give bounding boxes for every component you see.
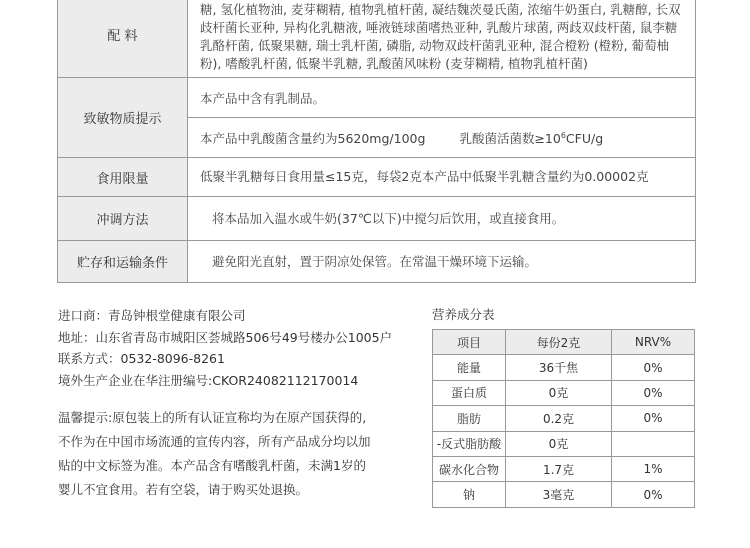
- nutrient-amount: 0克: [506, 380, 612, 405]
- nutrient-nrv: [612, 431, 695, 456]
- allergen-value: [188, 78, 696, 158]
- warning-notice: [58, 406, 418, 502]
- nutrient-nrv: 0%: [612, 482, 695, 507]
- preparation-label: 冲调方法: [58, 197, 188, 241]
- storage-value: 避免阳光直射，置于阴凉处保管。在常温干燥环境下运输。: [188, 241, 696, 283]
- product-spec-table: [57, 0, 696, 283]
- nutrient-name: 碳水化合物: [433, 456, 506, 481]
- ingredients-value: [188, 0, 696, 78]
- dosage-label: 食用限量: [58, 158, 188, 197]
- nutrition-header: 每份2克: [506, 330, 612, 355]
- allergen-label: 致敏物质提示: [58, 78, 188, 158]
- ingredients-label: 配 料: [58, 0, 188, 78]
- nutrient-name: 蛋白质: [433, 380, 506, 405]
- ingredients-line: 糖, 氢化植物油, 麦芽糊精, 植物乳植杆菌, 凝结魏茨曼氏菌, 浓缩牛奶蛋白, 乳糖醇, 长双: [200, 2, 681, 17]
- live-bacteria-count: 乳酸菌活菌数$\ge 10^6CFU/g$: [459, 130, 604, 146]
- table-row: [433, 406, 695, 431]
- nutrient-amount: 3毫克: [506, 482, 612, 507]
- nutrition-header: NRV%: [612, 330, 695, 355]
- table-row: [433, 456, 695, 481]
- allergen-note: 本产品中含有乳制品。: [200, 90, 326, 106]
- registration-number: 境外生产企业在华注册编号:CKOR24082112170014: [58, 372, 359, 388]
- lactobacillus-amount: 本产品中乳酸菌含量约为5620mg/100g: [200, 130, 426, 146]
- importer-phone: 联系方式：0532-8096-8261: [58, 351, 225, 366]
- importer-address: 地址：山东省青岛市城阳区荟城路506号49号楼办公1005户: [58, 329, 393, 345]
- nutrition-header: 项目: [433, 330, 506, 355]
- preparation-row: [58, 197, 696, 241]
- table-row: [433, 482, 695, 507]
- storage-row: [58, 241, 696, 283]
- nutrition-title: 营养成分表: [432, 307, 495, 322]
- nutrient-name: 能量: [433, 355, 506, 380]
- lactobacillus-content: [188, 117, 695, 157]
- allergen-row: [58, 78, 696, 158]
- dosage-value: 低聚半乳糖每日食用量≤15克，每袋2克本产品中低聚半乳糖含量约为0.00002克: [188, 158, 696, 197]
- storage-label: 贮存和运输条件: [58, 241, 188, 283]
- warning-line: 温馨提示:原包装上的所有认证宣称均为在原产国获得的,: [58, 410, 367, 425]
- preparation-value: 将本品加入温水或牛奶(37℃以下)中搅匀后饮用，或直接食用。: [188, 197, 696, 241]
- importer-info: [58, 305, 418, 391]
- warning-line: 婴儿不宜食用。若有空袋，请于购买处退换。: [58, 482, 309, 497]
- warning-line: 贴的中文标签为准。本产品含有嗜酸乳杆菌，未满1岁的: [58, 458, 366, 473]
- ingredients-row: [58, 0, 696, 78]
- nutrition-table: [432, 329, 695, 508]
- nutrition-header-row: [433, 330, 695, 355]
- ingredients-line: 歧杆菌长亚种, 异构化乳糖液, 唾液链球菌嗜热亚种, 乳酸片球菌, 两歧双歧杆菌, 鼠李糖: [200, 20, 678, 35]
- nutrient-nrv: 0%: [612, 380, 695, 405]
- nutrient-amount: 0克: [506, 431, 612, 456]
- nutrient-name: 脂肪: [433, 406, 506, 431]
- nutrient-name: -反式脂肪酸: [433, 431, 506, 456]
- ingredients-line: 粉), 嗜酸乳杆菌, 低聚半乳糖, 乳酸菌风味粉 (麦芽糊精, 植物乳植杆菌): [200, 56, 588, 71]
- nutrient-amount: 1.7克: [506, 456, 612, 481]
- dosage-row: [58, 158, 696, 197]
- nutrient-nrv: 0%: [612, 355, 695, 380]
- ingredients-line: 乳酪杆菌, 低聚果糖, 瑞士乳杆菌, 磷脂, 动物双歧杆菌乳亚种, 混合橙粉 (橙粉, 葡萄柚: [200, 38, 670, 53]
- nutrient-name: 钠: [433, 482, 506, 507]
- warning-line: 不作为在中国市场流通的宣传内容，所有产品成分均以加: [58, 434, 371, 449]
- table-row: [433, 380, 695, 405]
- nutrient-nrv: 0%: [612, 406, 695, 431]
- nutrient-amount: 0.2克: [506, 406, 612, 431]
- nutrient-nrv: 1%: [612, 456, 695, 481]
- table-row: [433, 431, 695, 456]
- table-row: [433, 355, 695, 380]
- nutrient-amount: 36千焦: [506, 355, 612, 380]
- importer-name: 进口商：青岛钟根堂健康有限公司: [58, 308, 246, 323]
